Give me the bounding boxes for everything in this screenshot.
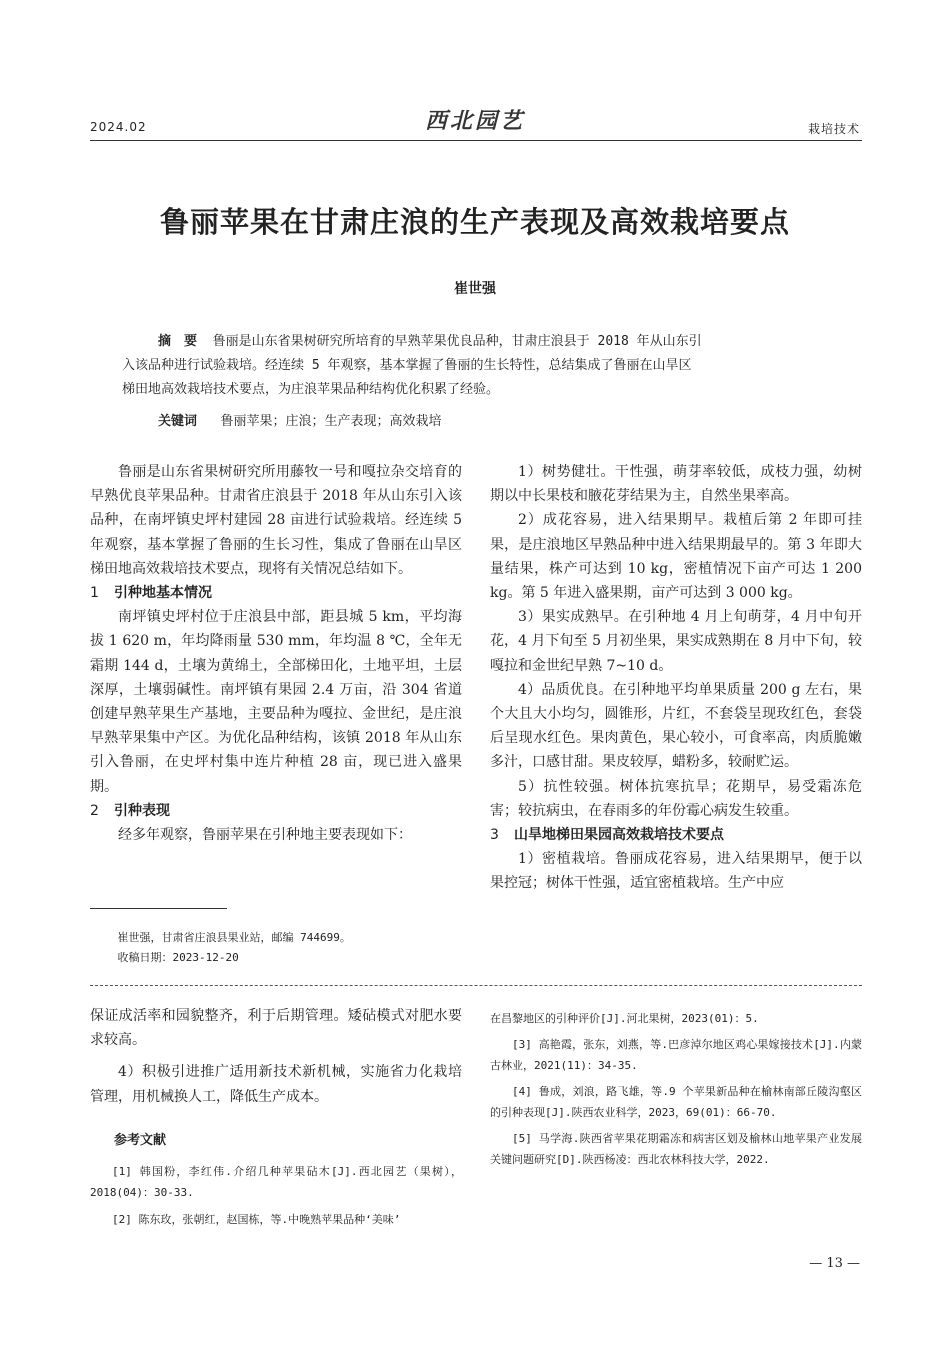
section-1-title: 引种地基本情况	[114, 585, 212, 602]
section-3-heading	[490, 823, 862, 847]
trait-4: 4）品质优良。在引种地平均单果质量 200 g 左右，果个大且大小均匀，圆锥形，片红，不套袋呈现玫红色，套袋后呈现水红色。果肉黄色，果心较小，可食率高，肉质脆嫩多汁，口感甘甜。果皮较厚，蜡粉多，较耐贮运。	[490, 681, 862, 771]
page-split-separator	[90, 985, 862, 986]
section-3-point-4: 4）积极引进推广适用新技术新机械，实施省力化栽培管理，用机械换人工，降低生产成本。	[90, 1064, 462, 1105]
abstract-label: 摘 要	[158, 334, 198, 349]
section-3-title: 山旱地梯田果园高效栽培技术要点	[514, 827, 724, 844]
trait-1: 1）树势健壮。干性强，萌芽率较低，成枝力强，幼树期以中长果枝和腋花芽结果为主，自然坐果率高。	[490, 464, 862, 505]
section-3-number: 3	[490, 827, 499, 844]
received-date: 收稿日期：2023-12-20	[117, 951, 239, 964]
author-info: 崔世强，甘肃省庄浪县果业站，邮编 744699。	[117, 931, 351, 944]
issue-date: 2024.02	[90, 120, 147, 134]
header-rule	[90, 140, 862, 141]
section-1-heading	[90, 581, 462, 605]
reference-3: [3] 高艳霞，张东，刘燕，等.巴彦淖尔地区鸡心果嫁接技术[J].内蒙古林业，2021(11)：34-35.	[490, 1038, 862, 1072]
reference-1: [1] 韩国粉，李红伟.介绍几种苹果砧木[J].西北园艺（果树），2018(04)：30-33.	[90, 1165, 462, 1200]
reference-2: [2] 陈东玫，张朝红，赵国栋，等.中晚熟苹果品种‘美味’	[112, 1213, 401, 1227]
reference-5: [5] 马学海.陕西省苹果花期霜冻和病害区划及榆林山地苹果产业发展关键问题研究[D].陕西杨凌：西北农林科技大学，2022.	[490, 1132, 862, 1166]
abstract	[122, 330, 832, 402]
section-1-text: 南坪镇史坪村位于庄浪县中部，距县城 5 km，平均海拔 1 620 m，年均降雨量 530 mm，年均温 8 ℃，全年无霜期 144 d，土壤为黄绵土，全部梯田化，土地平坦，土层深厚，土壤弱碱性。南坪镇有果园 2.4 万亩，沿 304 省道创建早熟苹果生产基地，主要品种为嘎拉、金世纪，是庄浪早熟苹果集中产区。为优化品种结构，该镇 2018 年从山东引入鲁丽，在史坪村集中连片种植 28 亩，现已进入盛果期。	[90, 609, 462, 795]
footnote	[90, 928, 462, 968]
footnote-rule	[90, 908, 227, 909]
section-2-title: 引种表现	[114, 802, 170, 819]
section-1-number: 1	[90, 585, 99, 602]
section-2-number: 2	[90, 802, 99, 819]
column-left-lower	[90, 1004, 462, 1230]
reference-2-continued: 在昌黎地区的引种评价[J].河北果树，2023(01)：5.	[490, 1012, 759, 1025]
continued-text: 保证成活率和园貌整齐，利于后期管理。矮砧模式对肥水要求较高。	[90, 1008, 462, 1049]
abstract-text-2: 入该品种进行试验栽培。经连续 5 年观察，基本掌握了鲁丽的生长特性，总结集成了鲁丽在山旱区	[122, 358, 692, 373]
abstract-text-3: 梯田地高效栽培技术要点，为庄浪苹果品种结构优化积累了经验。	[122, 382, 500, 397]
trait-5: 5）抗性较强。树体抗寒抗旱；花期早，易受霜冻危害；较抗病虫，在春雨多的年份霉心病发生较重。	[490, 778, 862, 819]
column-right-lower	[490, 1008, 862, 1170]
section-2-text: 经多年观察，鲁丽苹果在引种地主要表现如下：	[118, 827, 412, 844]
trait-3: 3）果实成熟早。在引种地 4 月上旬萌芽，4 月中旬开花，4 月下旬至 5 月初坐果，果实成熟期在 8 月中下旬，较嘎拉和金世纪早熟 7~10 d。	[490, 609, 862, 674]
article-title: 鲁丽苹果在甘肃庄浪的生产表现及高效栽培要点	[159, 205, 790, 239]
keywords-label: 关键词	[158, 414, 198, 429]
journal-logo: 西北园艺	[424, 108, 525, 134]
intro-paragraph: 鲁丽是山东省果树研究所用藤牧一号和嘎拉杂交培育的早熟优良苹果品种。甘肃省庄浪县于 2018 年从山东引入该品种，在南坪镇史坪村建园 28 亩进行试验栽培。经连续 5 年观察，基本掌握了鲁丽的生长习性，集成了鲁丽在山旱区梯田地高效栽培技术要点，现将有关情况总结如下。	[90, 464, 462, 577]
page-number: — 13 —	[809, 1256, 860, 1271]
section-2-heading	[90, 799, 462, 823]
column-label: 栽培技术	[807, 122, 860, 136]
keywords-text: 鲁丽苹果；庄浪；生产表现；高效栽培	[220, 414, 442, 429]
section-3-text: 1）密植栽培。鲁丽成花容易，进入结果期早，便于以果控冠；树体干性强，适宜密植栽培。生产中应	[490, 851, 862, 892]
article-author: 崔世强	[454, 281, 496, 297]
abstract-text-1: 鲁丽是山东省果树研究所培育的早熟苹果优良品种，甘肃庄浪县于 2018 年从山东引	[212, 334, 702, 349]
keywords	[122, 410, 832, 434]
column-right-upper	[490, 460, 862, 896]
references-title: 参考文献	[114, 1132, 167, 1148]
column-left-upper	[90, 460, 462, 847]
reference-4: [4] 鲁成，刘浪，路飞雄，等.9 个苹果新品种在榆林南部丘陵沟壑区的引种表现[J].陕西农业科学，2023，69(01)：66-70.	[490, 1085, 862, 1119]
trait-2: 2）成花容易，进入结果期早。栽植后第 2 年即可挂果，是庄浪地区早熟品种中进入结果期最早的。第 3 年即大量结果，株产可达到 10 kg，密植情况下亩产可达 1 200 kg。第 5 年进入盛果期，亩产可达到 3 000 kg。	[490, 512, 862, 602]
